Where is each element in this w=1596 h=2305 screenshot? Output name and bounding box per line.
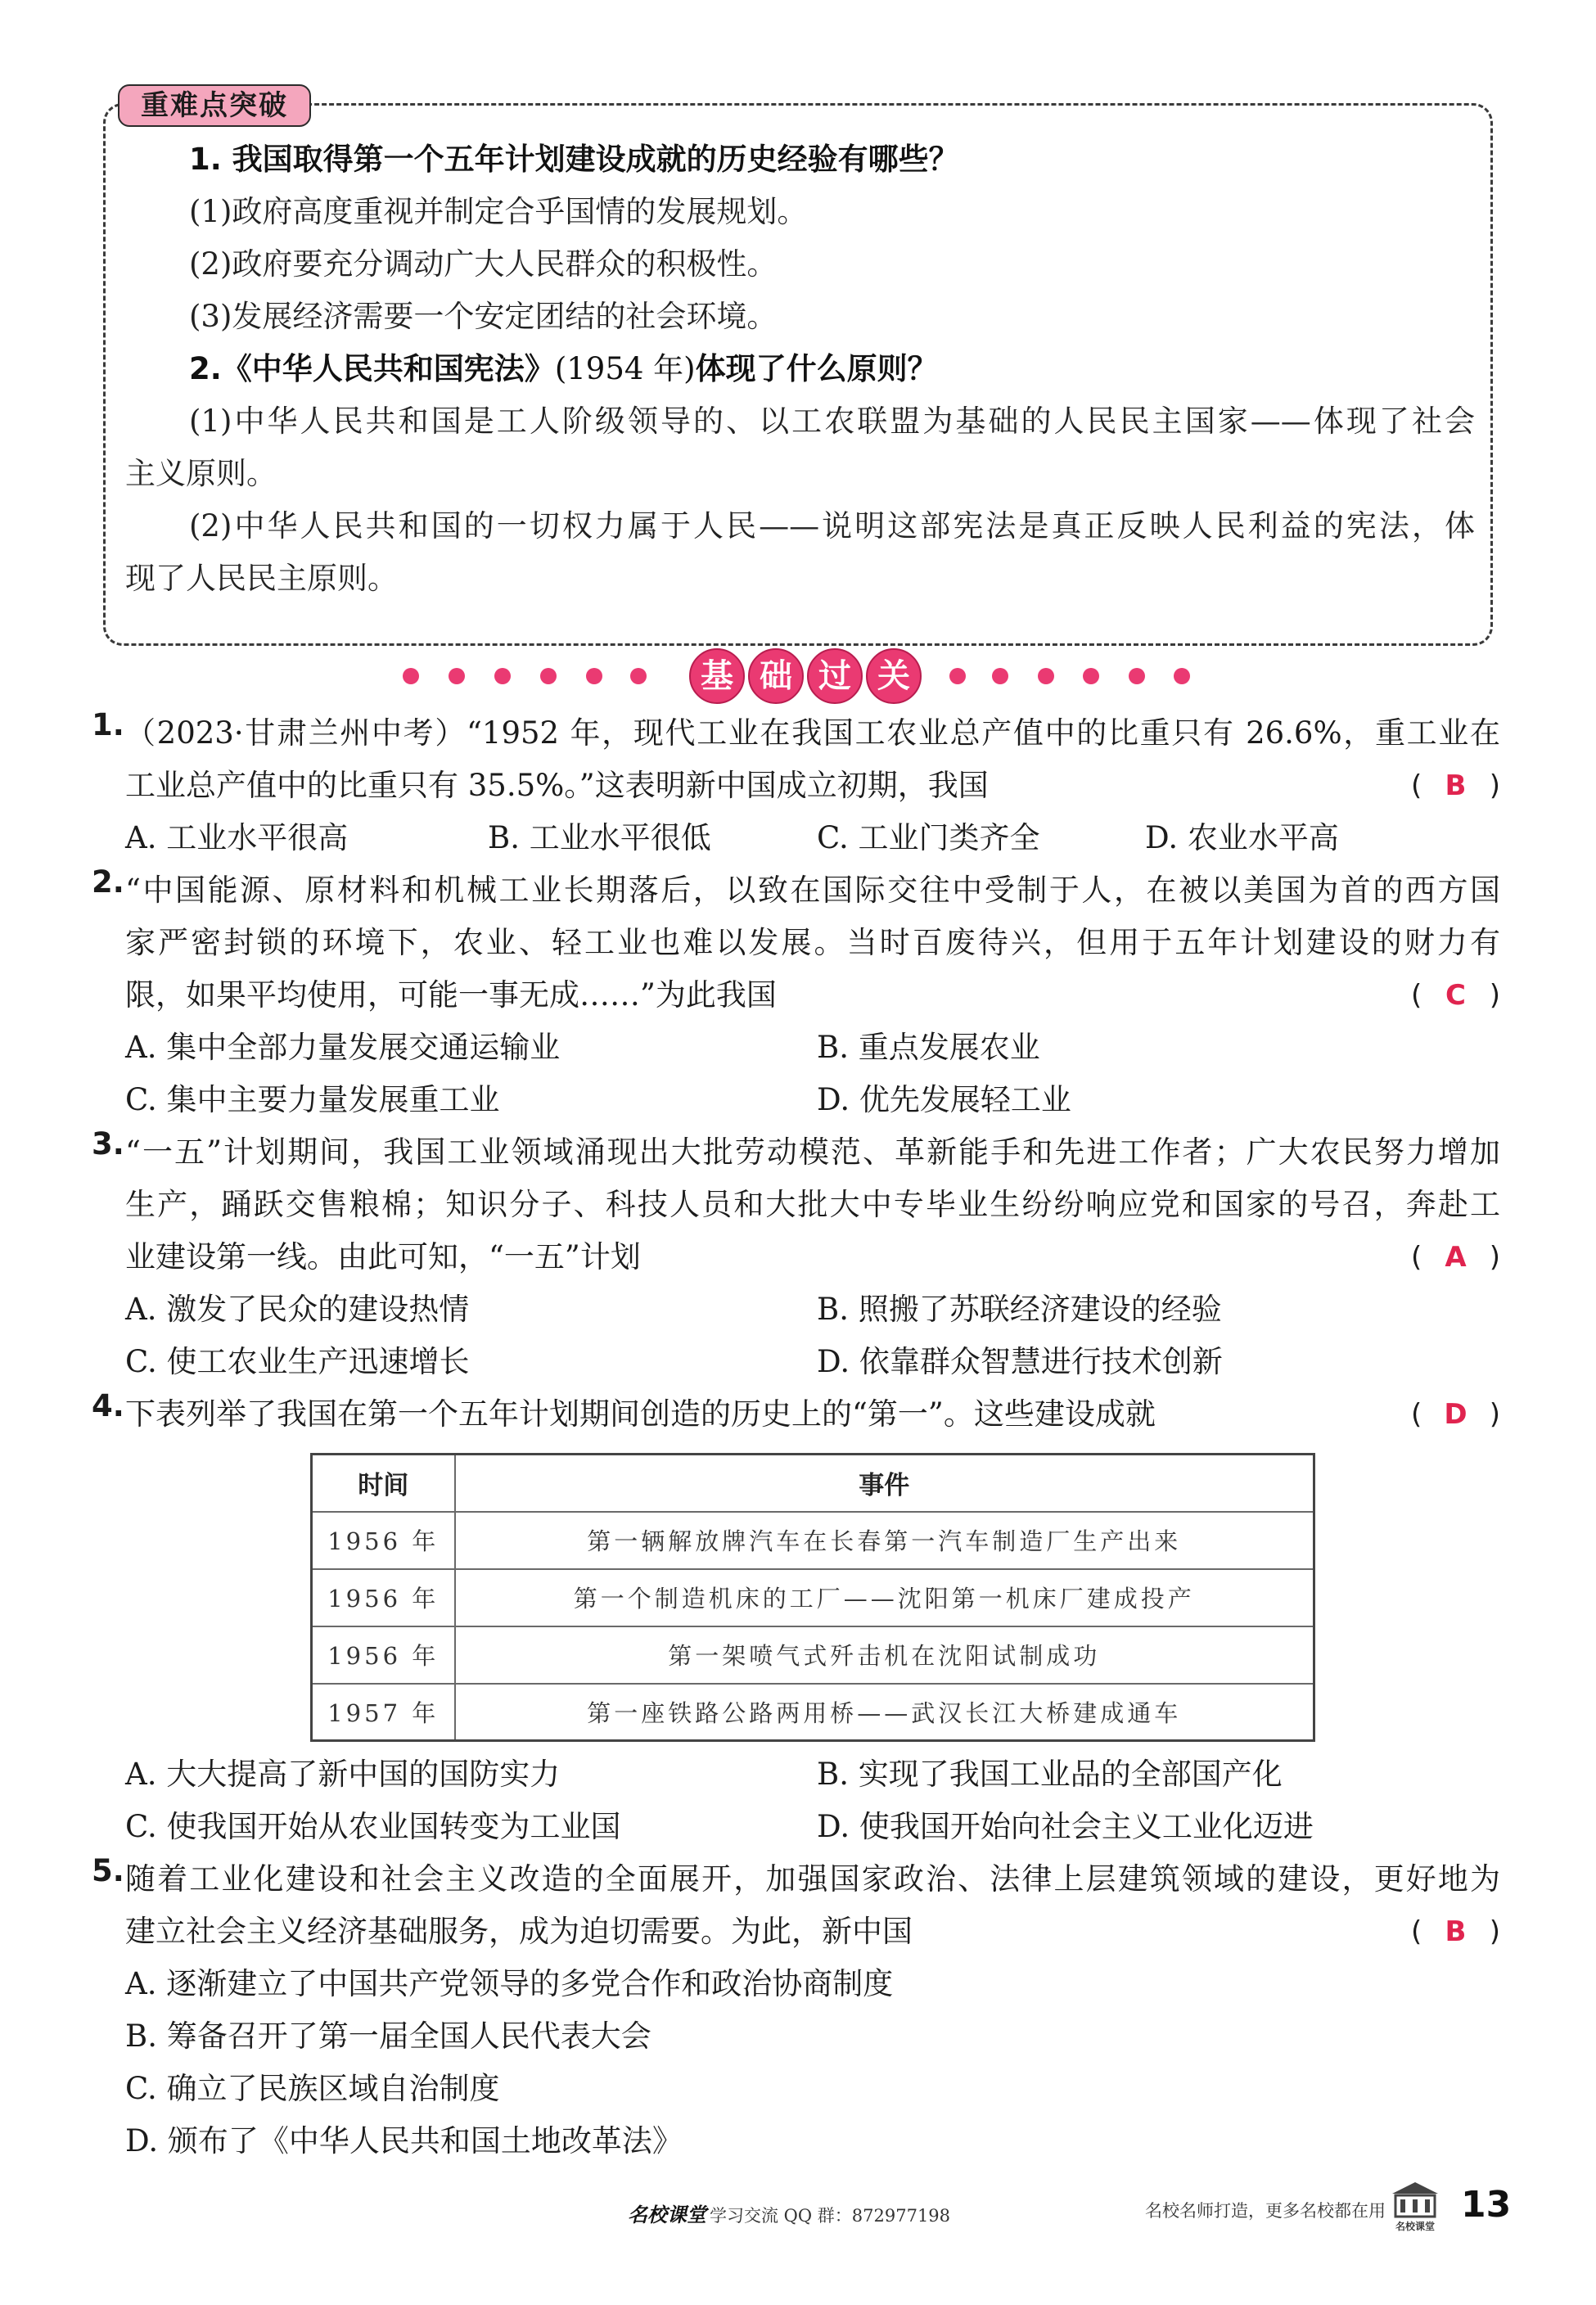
option-a: A. 逐渐建立了中国共产党领导的多党合作和政治协商制度 (125, 1966, 894, 2001)
decor-dot (494, 668, 511, 684)
answer-bracket (1411, 1388, 1500, 1441)
option-d: D. 依靠群众智慧进行技术创新 (817, 1344, 1223, 1379)
option-d: D. 优先发展轻工业 (817, 1082, 1071, 1117)
question-stem-line (125, 969, 1500, 1022)
key-points-content (125, 133, 1475, 605)
answer-letter: B (1445, 769, 1467, 802)
bracket-close: ) (1489, 1241, 1500, 1274)
question-2 (92, 864, 1500, 1126)
logo-pillar (1413, 2199, 1418, 2213)
section-title-char: 础 (748, 648, 804, 704)
decor-dot (1083, 668, 1099, 684)
question-number: 2. (92, 864, 124, 900)
options-row (125, 812, 1500, 864)
table-row (312, 1626, 1314, 1684)
answer-bracket (1411, 969, 1500, 1022)
option-a: A. 大大提高了新中国的国防实力 (125, 1757, 561, 1792)
option-c: C. 使我国开始从农业国转变为工业国 (125, 1809, 621, 1844)
bracket-close: ) (1489, 769, 1500, 802)
bracket-open: ( (1411, 769, 1422, 802)
page-number: 13 (1461, 2184, 1512, 2226)
bracket-open: ( (1411, 1398, 1422, 1431)
question-stem-text: 业建设第一线。由此可知，“一五”计划 (125, 1239, 641, 1274)
question-4 (92, 1388, 1500, 1853)
bracket-close: ) (1489, 1915, 1500, 1948)
logo-pillar (1425, 2199, 1430, 2213)
logo-roof (1392, 2182, 1438, 2194)
question-stem-text: 工业总产值中的比重只有 35.5%。”这表明新中国成立初期，我国 (125, 768, 989, 803)
decor-dot (449, 668, 465, 684)
footer-group-info (628, 2199, 951, 2226)
table-cell-event: 第一架喷气式歼击机在沈阳试制成功 (455, 1626, 1314, 1684)
key-point-line: (2)政府要充分调动广大人民群众的积极性。 (189, 246, 778, 282)
options-row (125, 1801, 1500, 1853)
options-row (125, 1283, 1500, 1336)
key-question-2-title-c: 体现了什么原则？ (695, 351, 938, 386)
bracket-open: ( (1411, 979, 1422, 1012)
footer-brand: 名校课堂 (628, 2204, 706, 2226)
question-stem-text: 建立社会主义经济基础服务，成为迫切需要。为此，新中国 (125, 1914, 913, 1949)
mingxiao-logo-icon (1387, 2181, 1443, 2233)
option-d: D. 颁布了《中华人民共和国土地改革法》 (125, 2123, 683, 2158)
question-stem-line (125, 1388, 1500, 1441)
option-c: C. 确立了民族区域自治制度 (125, 2071, 500, 2106)
question-stem-line: （2023·甘肃兰州中考）“1952 年，现代工业在我国工农业总产值中的比重只有 26.6%，重工业在 (125, 715, 1500, 751)
question-stem-line (125, 1231, 1500, 1283)
decor-dot (1129, 668, 1145, 684)
question-3 (92, 1126, 1500, 1388)
options-row (125, 1074, 1500, 1126)
options-row (125, 2115, 1500, 2167)
question-stem-line: 随着工业化建设和社会主义改造的全面展开，加强国家政治、法律上层建筑领域的建设，更好地为 (125, 1861, 1500, 1897)
bracket-close: ) (1489, 1398, 1500, 1431)
events-table-grid (310, 1453, 1315, 1742)
table-row (312, 1684, 1314, 1741)
option-b: B. 重点发展农业 (817, 1030, 1040, 1065)
footer-slogan: 名校名师打造，更多名校都在用 (1145, 2201, 1386, 2221)
option-b: B. 工业水平很低 (488, 820, 711, 855)
table-row (312, 1569, 1314, 1626)
options-row (125, 1958, 1500, 2010)
key-question-1-title: 1. 我国取得第一个五年计划建设成就的历史经验有哪些？ (189, 142, 959, 177)
table-cell-event: 第一座铁路公路两用桥——武汉长江大桥建成通车 (455, 1684, 1314, 1741)
options-row (125, 1748, 1500, 1801)
question-stem-line (125, 1906, 1500, 1958)
question-number: 5. (92, 1853, 124, 1888)
options-row (125, 2010, 1500, 2063)
key-point-line: 主义原则。 (125, 456, 277, 491)
key-point-line: (2)中华人民共和国的一切权力属于人民——说明这部宪法是真正反映人民利益的宪法，体 (189, 508, 1475, 544)
question-stem-line: “一五”计划期间，我国工业领域涌现出大批劳动模范、革新能手和先进工作者；广大农民努力增加 (125, 1134, 1500, 1170)
option-a: A. 激发了民众的建设热情 (125, 1292, 470, 1327)
table-cell-time: 1956 年 (312, 1569, 455, 1626)
decor-dot (586, 668, 602, 684)
table-cell-time: 1956 年 (312, 1512, 455, 1569)
option-b: B. 照搬了苏联经济建设的经验 (817, 1292, 1222, 1327)
question-stem-text: 限，如果平均使用，可能一事无成……”为此我国 (125, 977, 777, 1013)
table-cell-time: 1956 年 (312, 1626, 455, 1684)
key-question-2-title-year: (1954 年) (554, 351, 696, 386)
question-stem-text: 下表列举了我国在第一个五年计划期间创造的历史上的“第一”。这些建设成就 (125, 1396, 1156, 1432)
decor-dot (1038, 668, 1054, 684)
question-list (92, 707, 1500, 2167)
answer-letter: D (1444, 1398, 1468, 1431)
key-question-2-title (125, 343, 1475, 395)
table-cell-event: 第一辆解放牌汽车在长春第一汽车制造厂生产出来 (455, 1512, 1314, 1569)
question-number: 1. (92, 707, 124, 742)
answer-letter: A (1445, 1241, 1467, 1274)
decor-dot (540, 668, 557, 684)
decor-dot (1174, 668, 1190, 684)
section-title-char: 基 (689, 648, 745, 704)
options-row (125, 1022, 1500, 1074)
key-point-line: (1)政府高度重视并制定合乎国情的发展规划。 (189, 194, 808, 229)
options-row (125, 1336, 1500, 1388)
table-header-row (312, 1455, 1314, 1512)
options-row (125, 2063, 1500, 2115)
section-title-char: 关 (866, 648, 922, 704)
option-a: A. 工业水平很高 (125, 820, 349, 855)
bracket-close: ) (1489, 979, 1500, 1012)
option-b: B. 实现了我国工业品的全部国产化 (817, 1757, 1283, 1792)
logo-text: 名校课堂 (1395, 2221, 1436, 2232)
option-c: C. 工业门类齐全 (817, 820, 1040, 855)
key-point-line: 现了人民民主原则。 (125, 561, 398, 596)
question-stem-line: “中国能源、原材料和机械工业长期落后，以致在国际交往中受制于人，在被以美国为首的西方国 (125, 873, 1500, 908)
question-stem-line: 家严密封锁的环境下，农业、轻工业也难以发展。当时百废待兴，但用于五年计划建设的财力有 (125, 925, 1500, 960)
answer-bracket (1411, 1231, 1500, 1283)
option-c: C. 集中主要力量发展重工业 (125, 1082, 500, 1117)
table-row (312, 1512, 1314, 1569)
bracket-open: ( (1411, 1241, 1422, 1274)
table-header-event: 事件 (455, 1455, 1314, 1512)
bracket-open: ( (1411, 1915, 1422, 1948)
answer-bracket (1411, 760, 1500, 812)
section-title-char: 过 (807, 648, 863, 704)
answer-letter: B (1445, 1915, 1467, 1948)
option-d: D. 使我国开始向社会主义工业化迈进 (817, 1809, 1314, 1844)
decor-dot (949, 668, 966, 684)
decor-dot (403, 668, 419, 684)
question-number: 4. (92, 1388, 124, 1423)
table-cell-event: 第一个制造机床的工厂——沈阳第一机床厂建成投产 (455, 1569, 1314, 1626)
footer-group-text: 学习交流 QQ 群：872977198 (710, 2206, 951, 2226)
section-heading (0, 648, 1596, 704)
table-header-time: 时间 (312, 1455, 455, 1512)
key-point-line: (1)中华人民共和国是工人阶级领导的、以工农联盟为基础的人民民主国家——体现了社会 (189, 404, 1475, 439)
table-cell-time: 1957 年 (312, 1684, 455, 1741)
key-point-line: (3)发展经济需要一个安定团结的社会环境。 (189, 299, 778, 334)
option-b: B. 筹备召开了第一届全国人民代表大会 (125, 2019, 651, 2054)
key-question-2-title-a: 2.《中华人民共和国宪法》 (189, 351, 555, 386)
decor-dot (630, 668, 647, 684)
question-5 (92, 1853, 1500, 2167)
option-a: A. 集中全部力量发展交通运输业 (125, 1030, 561, 1065)
answer-bracket (1411, 1906, 1500, 1958)
events-table (310, 1453, 1315, 1741)
question-1 (92, 707, 1500, 864)
answer-letter: C (1445, 979, 1466, 1012)
question-stem-line (125, 760, 1500, 812)
key-points-tag: 重难点突破 (118, 84, 311, 127)
option-c: C. 使工农业生产迅速增长 (125, 1344, 470, 1379)
option-d: D. 农业水平高 (1145, 820, 1339, 855)
decor-dot (992, 668, 1008, 684)
question-number: 3. (92, 1126, 124, 1162)
question-stem-line: 生产，踊跃交售粮棉；知识分子、科技人员和大批大中专毕业生纷纷响应党和国家的号召，奔赴工 (125, 1187, 1500, 1222)
logo-pillar (1400, 2199, 1405, 2213)
